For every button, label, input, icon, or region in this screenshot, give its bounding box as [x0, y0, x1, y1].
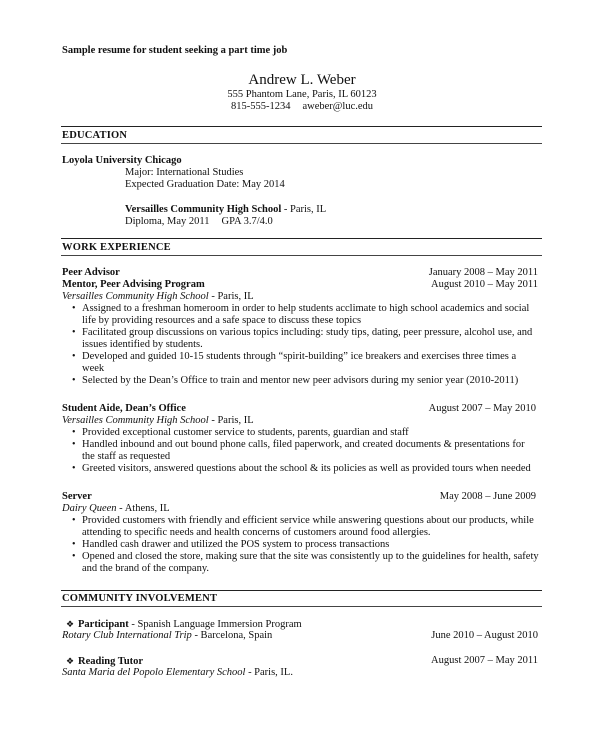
job-title: Student Aide, Dean’s Office	[62, 403, 186, 414]
list-item: • Handled inbound and out bound phone calls, filed paperwork, and created documents & presentations for the staff as requested	[70, 439, 540, 463]
job-location: - Paris, IL	[208, 415, 254, 426]
university-name: Loyola University Chicago	[62, 155, 182, 166]
job-dates-secondary: August 2010 – May 2011	[431, 279, 538, 290]
job-org: Versailles Community High School	[62, 415, 209, 426]
job-bullets	[70, 515, 540, 575]
highschool-details	[125, 216, 273, 228]
list-item: • Assigned to a freshman homeroom in order to help students acclimate to high school academics and social life by providing resources and a safe space to discuss these topics	[70, 303, 540, 327]
applicant-name: Andrew L. Weber	[248, 72, 356, 88]
section-underline	[61, 255, 542, 256]
list-item: • Developed and guided 10-15 students through “spirit-building” ice breakers and exercises three times a week	[70, 351, 540, 375]
community-role: Participant	[78, 619, 129, 630]
highschool-diploma: Diploma, May 2011	[125, 216, 210, 227]
diamond-marker-icon: ❖	[66, 656, 75, 666]
community-org: Rotary Club International Trip	[62, 630, 192, 641]
university-major: Major: International Studies	[125, 167, 244, 178]
job-title: Server	[62, 491, 92, 502]
section-divider	[61, 126, 542, 127]
community-desc: - Spanish Language Immersion Program	[128, 619, 302, 630]
applicant-address: 555 Phantom Lane, Paris, IL 60123	[227, 89, 377, 100]
job-org: Dairy Queen	[62, 503, 117, 514]
applicant-phone: 815-555-1234	[230, 101, 291, 112]
community-location: - Barcelona, Spain	[191, 630, 273, 641]
community-heading: COMMUNITY INVOLVEMENT	[62, 593, 218, 604]
community-org-line	[62, 667, 293, 679]
job-dates: May 2008 – June 2009	[439, 491, 536, 502]
job-location: - Paris, IL	[208, 291, 254, 302]
list-item: • Provided exceptional customer service to students, parents, guardian and staff	[70, 427, 540, 439]
community-dates: August 2007 – May 2011	[431, 655, 538, 666]
job-title: Peer Advisor	[62, 267, 120, 278]
university-graduation: Expected Graduation Date: May 2014	[125, 179, 285, 190]
section-divider	[61, 590, 542, 591]
list-item: • Greeted visitors, answered questions about the school & its policies as well as provided tours when needed	[70, 463, 540, 475]
community-location: - Paris, IL.	[245, 667, 293, 678]
list-item: • Handled cash drawer and utilized the POS system to process transactions	[70, 539, 540, 551]
job-org-line	[62, 415, 254, 427]
community-role: Reading Tutor	[78, 656, 144, 667]
list-item: • Opened and closed the store, making sure that the site was consistently up to the guidelines for health, safety and the brand of the company.	[70, 551, 540, 575]
community-org-line	[62, 630, 272, 642]
job-bullets	[70, 303, 540, 387]
education-heading: EDUCATION	[62, 130, 128, 141]
job-dates: January 2008 – May 2011	[428, 267, 538, 278]
community-dates: June 2010 – August 2010	[431, 630, 538, 641]
job-dates: August 2007 – May 2010	[428, 403, 536, 414]
list-item: • Provided customers with friendly and efficient service while answering questions about our products, while attending to specific needs and health concerns of customers around food allergies.	[70, 515, 540, 539]
job-location: - Athens, IL	[116, 503, 170, 514]
highschool-name: Versailles Community High School	[125, 204, 282, 215]
job-org: Versailles Community High School	[62, 291, 209, 302]
document-caption: Sample resume for student seeking a part time job	[62, 45, 288, 56]
section-divider	[61, 238, 542, 239]
job-title-secondary: Mentor, Peer Advising Program	[62, 279, 205, 290]
applicant-email: aweber@luc.edu	[302, 101, 374, 112]
section-underline	[61, 606, 542, 607]
job-org-line	[62, 503, 170, 515]
work-heading: WORK EXPERIENCE	[62, 242, 171, 253]
job-bullets	[70, 427, 540, 475]
section-underline	[61, 143, 542, 144]
community-org: Santa Maria del Popolo Elementary School	[62, 667, 246, 678]
highschool-location: - Paris, IL	[281, 204, 327, 215]
job-org-line	[62, 291, 254, 303]
highschool-line	[125, 204, 326, 216]
applicant-contact	[0, 101, 600, 113]
highschool-gpa: GPA 3.7/4.0	[221, 216, 273, 227]
diamond-marker-icon: ❖	[66, 619, 75, 629]
list-item: • Selected by the Dean’s Office to train and mentor new peer advisors during my senior year (2010-2011)	[70, 375, 540, 387]
list-item: • Facilitated group discussions on various topics including: study tips, dating, peer pressure, alcohol use, and issues identified by students.	[70, 327, 540, 351]
